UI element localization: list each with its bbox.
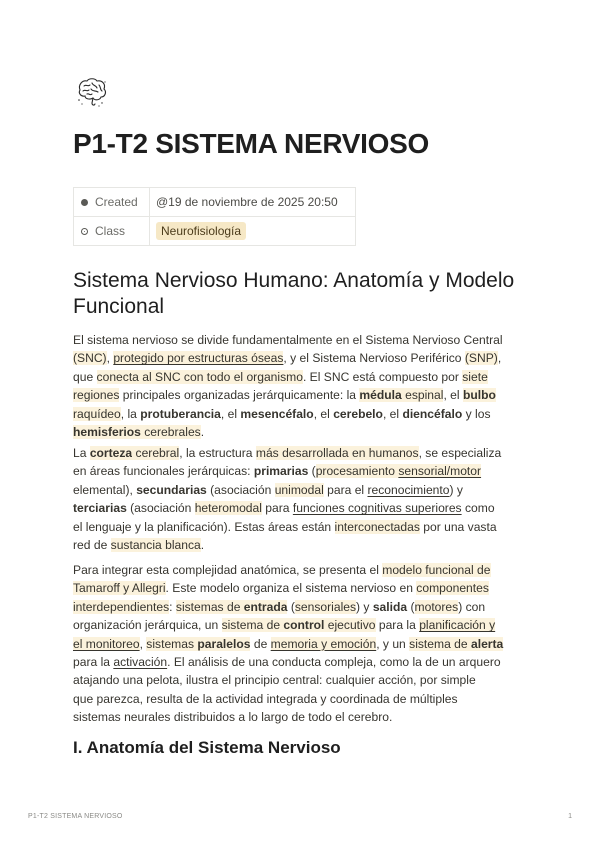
paragraph-line: (SNC), protegido por estructuras óseas, y el Sistema Nervioso Periférico (SNP), — [73, 351, 502, 366]
text-span: cerebral — [132, 446, 180, 460]
text-span: corteza — [89, 446, 133, 460]
footer-doc-name: P1-T2 SISTEMA NERVIOSO — [28, 813, 123, 820]
text-span: siete — [462, 369, 488, 384]
text-span: memoria y emoción — [270, 636, 377, 651]
text-span: paralelos — [197, 636, 251, 651]
text-span: protegido por estructuras óseas — [113, 351, 284, 366]
text-span: (SNC) — [73, 351, 107, 366]
paragraph-line: Tamaroff y Allegri. Este modelo organiza el sistema nervioso en componentes — [73, 581, 489, 596]
text-span: raquídeo — [73, 406, 121, 421]
text-span: secundarias — [136, 482, 207, 497]
paragraph-line: atajando una pelota, ilustra el principio central: cualquier acción, por simple — [73, 673, 476, 688]
text-span: diencéfalo — [402, 406, 463, 421]
text-span: motores — [414, 599, 459, 614]
text-span: terciarias — [73, 501, 127, 516]
text-span: sistema de — [409, 636, 471, 651]
paragraph-line: La corteza cerebral, la estructura más desarrollada en humanos, se especializa — [73, 446, 502, 460]
text-span: entrada — [243, 599, 288, 614]
text-span: primarias — [253, 464, 309, 479]
text-span: espinal — [401, 388, 444, 403]
text-span: regiones — [73, 388, 120, 403]
paragraph-line: sistemas neurales distribuidos a lo largo de todo el cerebro. — [73, 710, 393, 725]
text-span: mesencéfalo — [240, 406, 314, 421]
paragraph-line: elemental), secundarias (asociación unimodal para el reconocimiento) y — [73, 482, 463, 497]
paragraph-line: para la activación. El análisis de una conducta compleja, como la de un arquero — [73, 655, 501, 670]
properties-table — [73, 187, 356, 246]
text-span: funciones cognitivas superiores — [292, 501, 462, 516]
section-heading: Sistema Nervioso Humano: Anatomía y Modelo Funcional — [73, 269, 515, 318]
text-span: médula — [359, 388, 402, 403]
text-span: sistemas de — [175, 599, 244, 614]
property-row-created[interactable] — [74, 188, 356, 217]
text-span: interconectadas — [334, 519, 420, 534]
text-span: planificación y — [419, 618, 496, 633]
text-span: alerta — [471, 636, 504, 651]
text-span: conecta al SNC con todo el organismo — [96, 369, 303, 384]
paragraph-1 — [73, 331, 531, 441]
text-span: Tamaroff y Allegri — [73, 581, 166, 596]
paragraph-3 — [73, 561, 531, 727]
text-span: el monitoreo — [73, 636, 140, 651]
text-span: heteromodal — [194, 501, 262, 516]
text-span: protuberancia — [140, 406, 221, 421]
property-row-class[interactable] — [74, 217, 356, 246]
subheading: I. Anatomía del Sistema Nervioso — [73, 738, 341, 757]
text-span: sustancia blanca — [110, 538, 201, 553]
property-label-class: Class — [74, 217, 150, 246]
paragraph-line: hemisferios cerebrales. — [73, 425, 205, 440]
clock-icon — [81, 199, 88, 206]
paragraph-line: que parezca, resulta de la actividad integrada y coordinada de múltiples — [73, 691, 458, 706]
text-span: cerebrales — [140, 425, 201, 440]
paragraph-line: El sistema nervioso se divide fundamentalmente en el Sistema Nervioso Central — [73, 333, 503, 347]
text-span: unimodal — [274, 482, 324, 497]
text-span: interdependientes — [73, 599, 170, 614]
paragraph-line: que conecta al SNC con todo el organismo. El SNC está compuesto por siete — [73, 369, 488, 384]
text-span: modelo funcional de — [382, 563, 491, 577]
text-span: ejecutivo — [324, 618, 376, 633]
paragraph-line: terciarias (asociación heteromodal para funciones cognitivas superiores como — [73, 501, 495, 516]
paragraph-line: el monitoreo, sistemas paralelos de memoria y emoción, y un sistema de alerta — [73, 636, 504, 651]
paragraph-line: en áreas funcionales jerárquicas: primarias (procesamiento sensorial/motor — [73, 464, 482, 479]
text-span: (SNP) — [464, 351, 498, 366]
text-span: sensoriales — [294, 599, 357, 614]
text-span: cerebelo — [333, 406, 383, 421]
property-label-created: Created — [74, 188, 150, 217]
text-span: sistemas — [146, 636, 198, 651]
text-span: más desarrollada en humanos — [255, 446, 419, 460]
paragraph-2 — [73, 444, 531, 554]
text-span: activación — [113, 655, 168, 670]
paragraph-line: el lenguaje y la planificación). Estas áreas están interconectadas por una vasta — [73, 519, 497, 534]
paragraph-line: Para integrar esta complejidad anatómica, se presenta el modelo funcional de — [73, 563, 491, 577]
text-span: sistema de — [221, 618, 284, 633]
text-span: control — [283, 618, 325, 633]
property-value-class[interactable] — [150, 217, 356, 246]
property-value-created[interactable]: @19 de noviembre de 2025 20:50 — [150, 188, 356, 217]
paragraph-line: interdependientes: sistemas de entrada (sensoriales) y salida (motores) con — [73, 599, 486, 614]
text-span: bulbo — [462, 388, 496, 403]
select-icon — [81, 228, 88, 235]
class-tag[interactable]: Neurofisiología — [156, 222, 246, 240]
paragraph-line: regiones principales organizadas jerárquicamente: la médula espinal, el bulbo — [73, 388, 496, 403]
text-span: procesamiento — [315, 464, 399, 479]
paragraph-line: organización jerárquica, un sistema de control ejecutivo para la planificación y — [73, 618, 496, 633]
text-span: componentes — [416, 581, 489, 596]
text-span: sensorial/motor — [398, 464, 482, 479]
text-span: reconocimiento — [367, 482, 450, 497]
brain-icon — [75, 76, 109, 110]
paragraph-line: raquídeo, la protuberancia, el mesencéfalo, el cerebelo, el diencéfalo y los — [73, 406, 491, 421]
page-title: P1-T2 SISTEMA NERVIOSO — [73, 128, 429, 159]
text-span: salida — [372, 599, 408, 614]
text-span: hemisferios — [73, 425, 141, 440]
paragraph-line: red de sustancia blanca. — [73, 538, 205, 553]
footer-page-number: 1 — [568, 813, 572, 820]
